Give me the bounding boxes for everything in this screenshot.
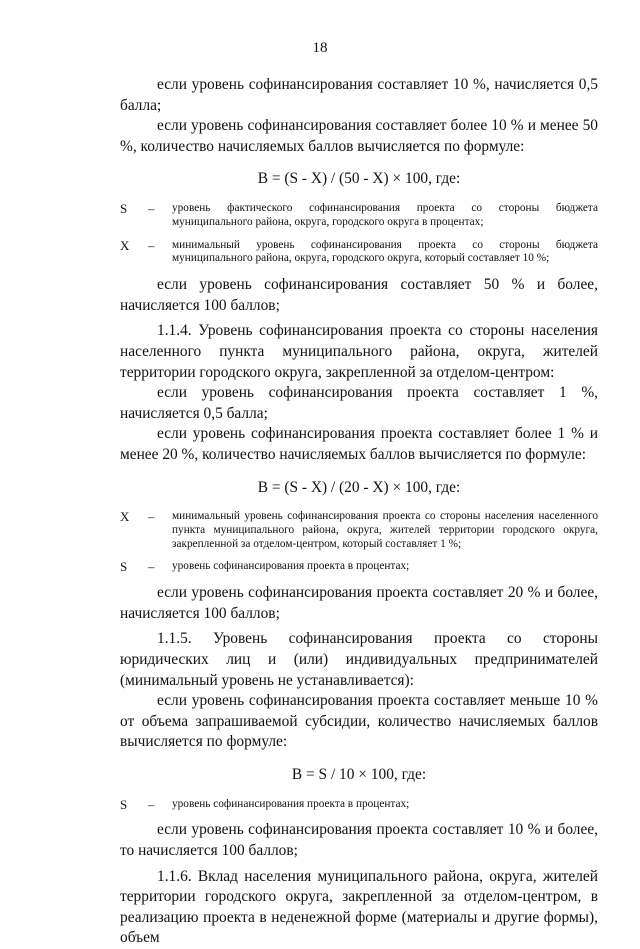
definition-item: [120, 202, 598, 230]
page-number: 18: [312, 40, 328, 56]
definition-item: [120, 560, 598, 574]
paragraph: 1.1.5. Уровень софинансирования проекта со стороны юридических лиц и (или) индивидуальных предпринимателей (минимальный уровень не устанавливается):: [120, 630, 598, 689]
definition-item: [120, 798, 598, 812]
definition-dash: –: [148, 200, 155, 216]
paragraph: если уровень софинансирования составляет более 10 % и менее 50 %, количество начисляемых баллов вычисляется по формуле:: [120, 117, 598, 155]
definition-text: минимальный уровень софинансирования проекта со стороны населения населенного пункта муниципального района, округа, жителей территории городского округа, закрепленной за отделом-центром, который составляет 1 %;: [172, 510, 598, 550]
definition-text: уровень софинансирования проекта в процентах;: [172, 560, 410, 573]
definition-item: [120, 510, 598, 551]
paragraph: 1.1.4. Уровень софинансирования проекта со стороны населения населенного пункта муниципального района, округа, жителей территории городского округа, закрепленной за отделом-центром:: [120, 322, 598, 381]
paragraph: если уровень софинансирования проекта составляет более 1 % и менее 20 %, количество начисляемых баллов вычисляется по формуле:: [120, 425, 598, 463]
document-body: [120, 75, 598, 949]
formula: В = (S - X) / (20 - X) × 100, где:: [257, 478, 461, 496]
formula: В = S / 10 × 100, где:: [291, 766, 427, 784]
paragraph: если уровень софинансирования проекта составляет 10 % и более, то начисляется 100 баллов;: [120, 821, 598, 860]
paragraph: если уровень софинансирования проекта составляет 1 %, начисляется 0,5 балла;: [120, 384, 598, 422]
definition-item: [120, 239, 598, 267]
definition-dash: –: [148, 509, 155, 525]
definition-dash: –: [148, 796, 155, 812]
definition-symbol: S: [120, 200, 128, 216]
formula: В = (S - X) / (50 - X) × 100, где:: [257, 170, 461, 188]
paragraph: если уровень софинансирования проекта составляет меньше 10 % от объема запрашиваемой субсидии, количество начисляемых баллов вычисляется по формуле:: [120, 692, 598, 751]
definition-symbol: X: [120, 509, 130, 525]
paragraph: если уровень софинансирования составляет 10 %, начисляется 0,5 балла;: [120, 76, 598, 114]
paragraph: если уровень софинансирования проекта составляет 20 % и более, начисляется 100 баллов;: [120, 584, 598, 622]
definition-symbol: X: [120, 237, 130, 253]
definition-symbol: S: [120, 796, 128, 812]
definition-symbol: S: [120, 559, 128, 575]
definition-text: уровень фактического софинансирования проекта со стороны бюджета муниципального района, округа, городского округа в процентах;: [172, 201, 598, 228]
paragraph: 1.1.6. Вклад населения муниципального района, округа, жителей территории городского округа, закрепленной за отделом-центром, в реализацию проекта в неденежной форме (материалы и другие формы), объем: [120, 867, 598, 947]
definition-dash: –: [148, 237, 155, 253]
definition-text: уровень софинансирования проекта в процентах;: [172, 797, 410, 810]
definition-dash: –: [148, 559, 155, 575]
definition-text: минимальный уровень софинансирования проекта со стороны бюджета муниципального района, округа, городского округа, который составляет 10 %;: [172, 238, 598, 265]
paragraph: если уровень софинансирования составляет 50 % и более, начисляется 100 баллов;: [120, 276, 598, 314]
